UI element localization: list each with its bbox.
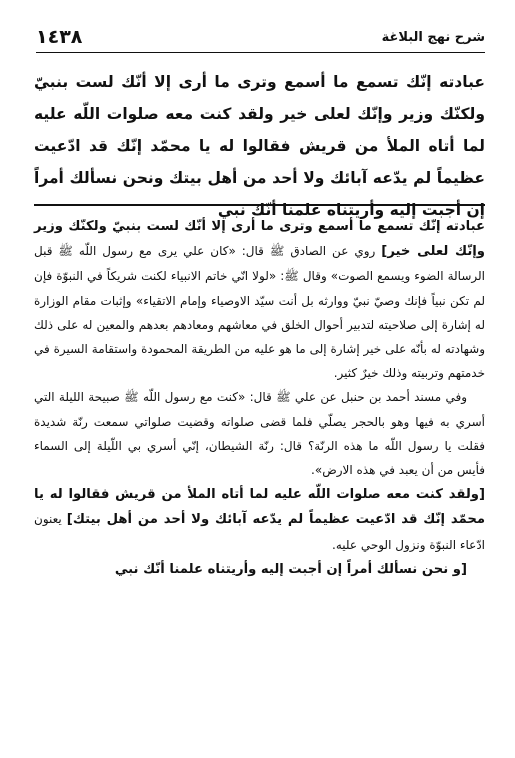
commentary-paragraph-2 (34, 385, 485, 482)
header-rule (36, 52, 485, 53)
quoted-text: [و نحن نسألك أمراً إن أجبت إليه وأريتناه علمنا أنّك نبي (114, 561, 467, 577)
commentary-paragraph-4 (34, 557, 485, 582)
page-header (36, 22, 485, 52)
commentary-paragraph-3 (34, 482, 485, 557)
commentary-block (34, 214, 485, 582)
main-text-block (34, 66, 485, 226)
quoted-text: عبادته إنّك تسمع ما أسمع وترى ما أرى إلا أنّك لست بنبيّ ولكنّك وزير وإنّك لعلى خير] (34, 219, 485, 260)
running-title: شرح نهج البلاغة (381, 29, 485, 45)
commentary-text: وفي مسند أحمد بن حنبل عن علي ﷺ قال: «كنت مع رسول اللّه ﷺ صبيحة الليلة التي أسري به فيها وهو بالحجر يصلّي فلما قضى صلواته وقضيت صلواتي سمعت رنّة شديدة فقلت يا رسول اللّه ما هذه الرنّة؟ قال: رنّة الشيطان، إنّي أسري بي اللّيلة إلى السماء فأيس من أن يعبد في هذه الارض». (34, 390, 485, 478)
main-text: عبادته إنّك تسمع ما أسمع وترى ما أرى إلا أنّك لست بنبيّ ولكنّك وزير وإنّك لعلى خير ولقد كنت معه صلوات اللّه عليه لما أتاه الملأ من قريش فقالوا له يا محمّد إنّك قد ادّعيت عظيماً لم يدّعه آبائك ولا أحد من أهل بيتك ونحن نسألك أمراً إن أجبت إليه وأريتناه علمنا أنّك نبي (34, 73, 485, 219)
quoted-text: [ولقد كنت معه صلوات اللّه عليه لما أتاه الملأ من قريش فقالوا له يا محمّد إنّك قد ادّعيت عظيماً لم يدّعه آبائك ولا أحد من أهل بيتك] (34, 487, 485, 528)
commentary-paragraph-1 (34, 214, 485, 385)
commentary-text: روي عن الصادق ﷺ قال: «كان علي يرى مع رسول اللّه ﷺ قبل الرسالة الضوء ويسمع الصوت» وقال ﷺ: «لولا انّي خاتم الانبياء لكنت شريكاً في النبوّة فإن لم تكن نبياً فإنك وصيّ نبيّ ووارثه بل أنت سيّد الاوصياء وإمام الاتقياء» وإثبات مقام الوزارة له إشارة إلى صلاحيته لتدبير أحوال الخلق في معاشهم ومعادهم بعدهم والمعين له على ذلك وشهادته له بأنّه على خير إشارة إلى ما هو عليه من الطريقة المحمودة واستقامة السيرة في خدمتهم وتربيته وذلك خيرٌ كثير. (34, 244, 485, 381)
separator-rule (34, 204, 485, 206)
commentary-text: يعنون ادّعاء النبوّة ونزول الوحي عليه. (34, 512, 485, 552)
page-number: ١٤٣٨ (36, 26, 83, 48)
